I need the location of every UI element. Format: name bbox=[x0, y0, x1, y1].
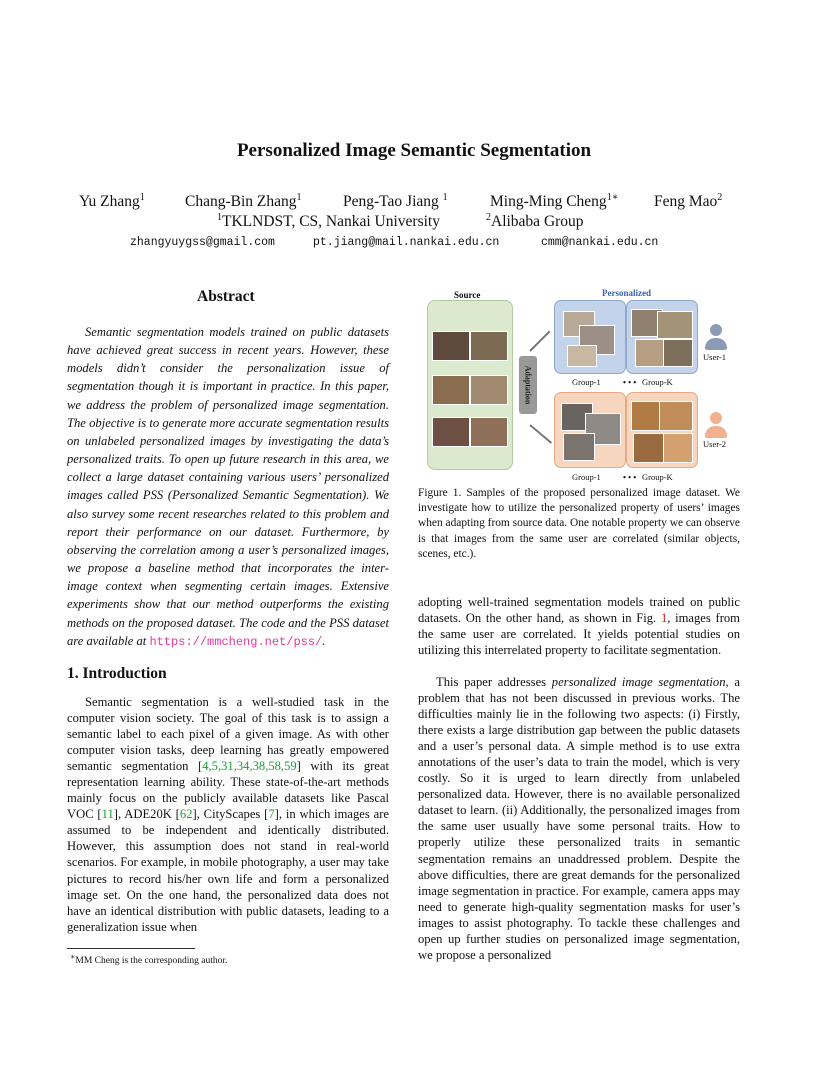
user2-group-k bbox=[626, 392, 698, 468]
intro-paragraph-1-continued: adopting well-trained segmentation models trained on public datasets. On the other hand, as shown in Fig. 1, images from the same user are correlated. It yields potential studies on utilizing this interrelated property to facilitate segmentation. bbox=[418, 595, 740, 658]
citation-link[interactable]: 62 bbox=[179, 807, 193, 822]
group-image bbox=[663, 433, 693, 463]
adaptation-arrow-down bbox=[529, 424, 552, 444]
group-image bbox=[659, 401, 693, 431]
user2-dots: • • • bbox=[623, 472, 637, 482]
group-image bbox=[663, 339, 693, 367]
user2-label: User-2 bbox=[703, 439, 726, 449]
email-3: cmm@nankai.edu.cn bbox=[541, 236, 659, 249]
paper-title: Personalized Image Semantic Segmentation bbox=[236, 140, 592, 161]
author-3: Peng-Tao Jiang $^1$ bbox=[343, 192, 448, 211]
email-1: zhangyuygss@gmail.com bbox=[130, 236, 275, 249]
footnote-rule bbox=[67, 948, 195, 949]
source-image bbox=[470, 417, 508, 447]
user-icon bbox=[704, 324, 728, 354]
group-image bbox=[633, 433, 665, 463]
source-image bbox=[432, 331, 470, 361]
author-1: Yu Zhang$^1$ bbox=[79, 192, 145, 211]
intro-paragraph-1: Semantic segmentation is a well-studied task in the computer vision society. The goal of this task is to assign a semantic label to each pixel of a given image. As with other computer vision tasks, deep learning has greatly empowered semantic segmentation [4,5,31,34,38,58,59] with its great representation learning ability. These state-of-the-art methods mainly focus on the publicly available datasets like Pascal VOC [11], ADE20K [62], CityScapes [7], in which images are assumed to be independent and identically distributed. However, this assumption does not stand in real-world scenarios. For example, in mobile photography, a user may take pictures to record his/her own life and form a personalized image set. On the one hand, the personalized data does not have an identical distribution with public datasets, leading to a generalization issue when bbox=[67, 695, 390, 934]
abstract-text: Semantic segmentation models trained on public datasets have achieved great success in recent years. However, these models didn’t consider the personalization issue of segmentation though it is important in practice. In this paper, we address the problem of personalized image segmentation. The objective is to generate more accurate segmentation results on unlabeled personalized images by investigating the data’s personalized traits. To open up future research in this area, we collect a large dataset containing various users’ personalized images called PSS (Personalized Semantic Segmentation). We also survey some recent researches related to this problem and report their performance on our dataset. Furthermore, by observing the correlation among a user’s personalized images, we propose a baseline method that incorporates the inter-image context when segmenting certain images. Extensive experiments show that our method outperforms the existing methods on the proposed dataset. The code and the PSS dataset are available at https://mmcheng.net/pss/. bbox=[67, 325, 389, 649]
user1-dots: • • • bbox=[623, 377, 637, 387]
figure-1-caption: Figure 1. Samples of the proposed personalized image dataset. We investigate how to utilize the personalized property of users’ images when adapting from source data. One notable property we can observe is that images from the same user are correlated (similar objects, scenes, etc.). bbox=[418, 487, 740, 560]
citation-link[interactable]: 4,5,31,34,38,58,59 bbox=[202, 759, 297, 774]
adaptation-box: Adaptation bbox=[519, 356, 537, 414]
source-image bbox=[470, 375, 508, 405]
author-4: Ming-Ming Cheng$^{1∗}$ bbox=[490, 192, 619, 211]
user-icon bbox=[704, 412, 728, 442]
source-label: Source bbox=[454, 290, 481, 300]
group-image bbox=[563, 433, 595, 461]
source-image bbox=[470, 331, 508, 361]
group-image bbox=[657, 311, 693, 339]
section-heading-introduction: 1. Introduction bbox=[67, 665, 167, 682]
source-image bbox=[432, 375, 470, 405]
abstract-heading: Abstract bbox=[197, 288, 255, 305]
group-image bbox=[567, 345, 597, 367]
author-5: Feng Mao$^2$ bbox=[654, 192, 723, 211]
user1-label: User-1 bbox=[703, 352, 726, 362]
pss-link[interactable]: https://mmcheng.net/pss/ bbox=[149, 634, 323, 649]
user1-group-k-label: Group-K bbox=[642, 377, 673, 387]
user1-group-1-label: Group-1 bbox=[572, 377, 601, 387]
user1-group-k bbox=[626, 300, 698, 374]
affiliation-2: $^2$Alibaba Group bbox=[486, 212, 584, 231]
footnote: ∗MM Cheng is the corresponding author. bbox=[70, 952, 228, 967]
affiliation-1: $^1$TKLNDST, CS, Nankai University bbox=[217, 212, 440, 231]
author-2: Chang-Bin Zhang$^1$ bbox=[185, 192, 302, 211]
intro-paragraph-2: This paper addresses personalized image segmentation, a problem that has not been discussed in previous works. The difficulties mainly lie in the following two aspects: (i) Firstly, there exists a large distribution gap between the public datasets and a user’s personal data. A simple method is to use extra annotations of the user’s data to train the model, which is very costly. So it is urged to learn directly from unlabeled personalized data. However, there is no available personalized dataset to learn. (ii) Additionally, the personalized images from the same user usually have some personal traits. How to properly utilize these personalized traits in semantic segmentation remains an unaddressed problem. Despite the above difficulties, there are great demands for the personalized image segmentation in practice. For example, camera apps may need to generate high-quality segmentation masks for user’s images to assist photography. To tackle these challenges and open up further studies on personalized image segmentation, we propose a personalized bbox=[418, 675, 740, 962]
figure-reference-link[interactable]: 1 bbox=[660, 611, 668, 626]
citation-link[interactable]: 11 bbox=[101, 807, 114, 822]
email-2: pt.jiang@mail.nankai.edu.cn bbox=[313, 236, 500, 249]
source-panel bbox=[427, 300, 513, 470]
adaptation-arrow-up bbox=[529, 330, 550, 351]
user2-group-1-label: Group-1 bbox=[572, 472, 601, 482]
figure-1 bbox=[418, 284, 740, 484]
source-image bbox=[432, 417, 470, 447]
user2-group-1 bbox=[554, 392, 626, 468]
personalized-label: Personalized bbox=[602, 288, 651, 298]
user2-group-k-label: Group-K bbox=[642, 472, 673, 482]
user1-group-1 bbox=[554, 300, 626, 374]
citation-link[interactable]: 7 bbox=[268, 807, 275, 822]
